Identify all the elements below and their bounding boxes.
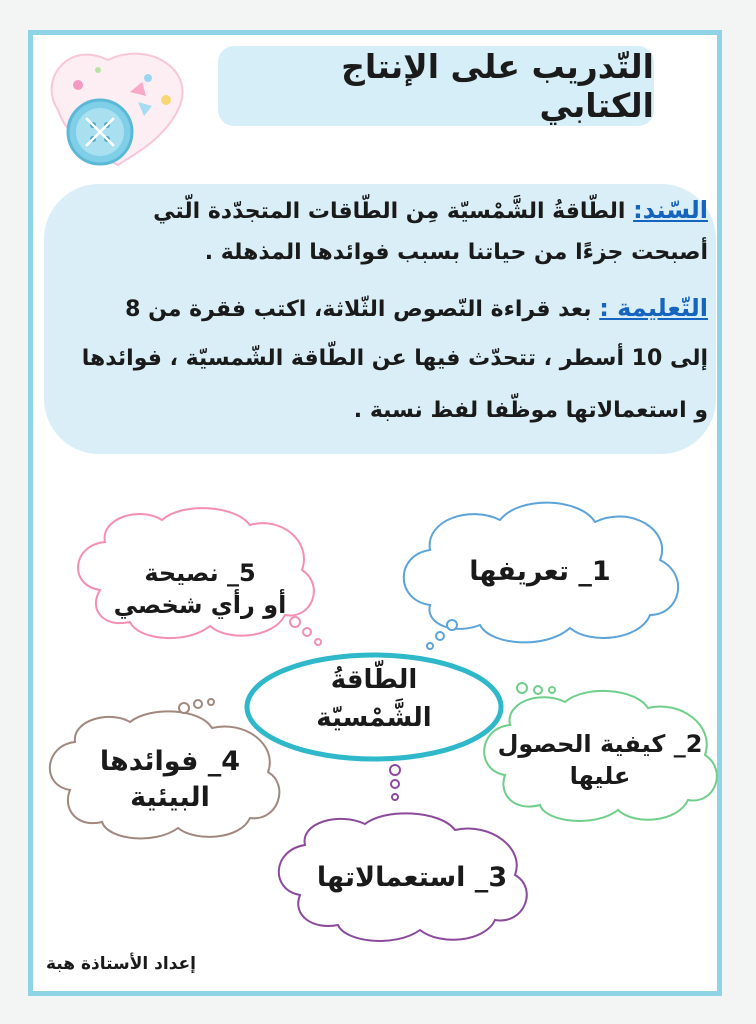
sanad-text-1: الطّاقةُ الشَّمْسيّة مِن الطّاقات المتجدّدة الّتي bbox=[153, 199, 626, 224]
branch-3-text: 3_ استعمالاتها bbox=[316, 862, 508, 893]
instruction-text-1: بعد قراءة النّصوص الثّلاثة، اكتب فقرة من 8 bbox=[125, 297, 592, 322]
branch-label-1 bbox=[440, 554, 640, 590]
branch-4-text-1: 4_ فوائدها bbox=[99, 746, 241, 777]
instruction-text-2: إلى 10 أسطر ، تتحدّث فيها عن الطّاقة الشّمسيّة ، فوائدها bbox=[81, 346, 708, 371]
instruction-label: التّعليمة : bbox=[599, 294, 708, 322]
branch-label-3 bbox=[312, 860, 512, 896]
author-credit: إعداد الأستاذة هبة bbox=[46, 954, 196, 974]
sanad-label: السّند: bbox=[633, 196, 708, 224]
branch-5-text-1: 5_ نصيحة bbox=[144, 559, 256, 587]
branch-label-5 bbox=[100, 557, 300, 622]
branch-5-text-2: أو رأي شخصي bbox=[113, 591, 287, 620]
branch-label-4 bbox=[70, 744, 270, 817]
branch-2-text-2: عليها bbox=[569, 762, 631, 791]
instruction-text-3: و استعمالاتها موظّفا لفظ نسبة . bbox=[353, 398, 708, 423]
center-line-2: الشَّمْسيّة bbox=[316, 702, 432, 733]
sanad-text-2: أصبحت جزءًا من حياتنا بسبب فوائدها المذهلة . bbox=[204, 240, 708, 265]
branch-1-text: 1_ تعريفها bbox=[469, 556, 611, 587]
center-line-1: الطّاقةُ bbox=[330, 665, 418, 695]
center-label bbox=[284, 662, 464, 737]
branch-cloud-3 bbox=[279, 765, 527, 941]
page-title: التّدريب على الإنتاج الكتابي bbox=[341, 47, 654, 125]
branch-2-text-1: 2_ كيفية الحصول bbox=[497, 730, 703, 758]
branch-label-2 bbox=[495, 728, 705, 793]
branch-4-text-2: البيئية bbox=[130, 782, 210, 814]
